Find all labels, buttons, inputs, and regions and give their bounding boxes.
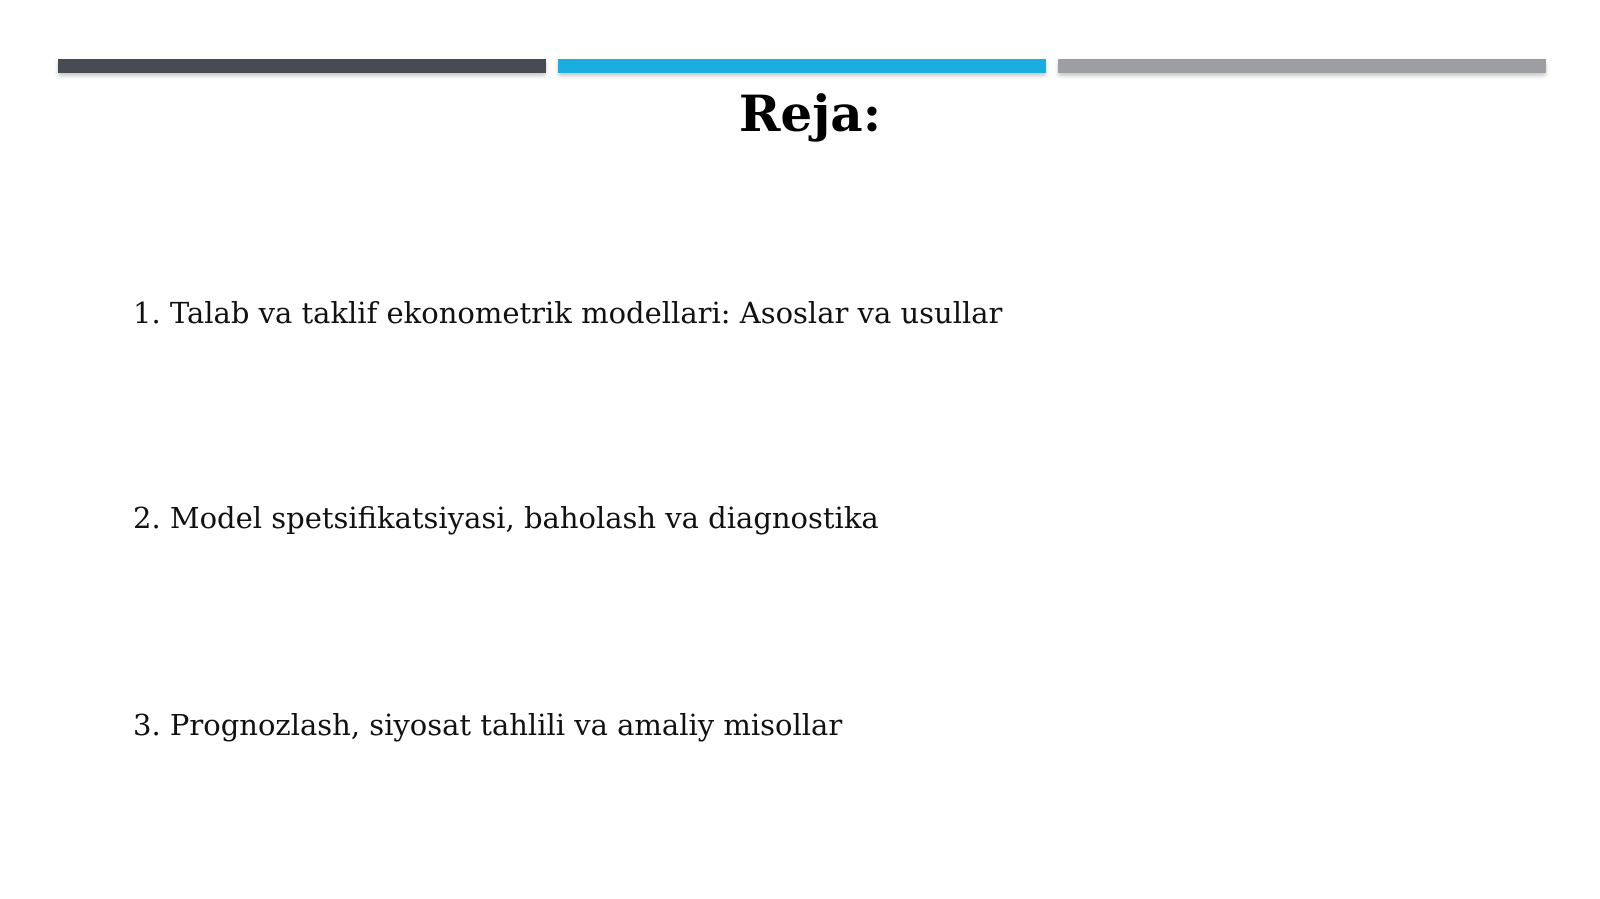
slide-title: Reja: <box>738 84 882 143</box>
agenda-item: 2. Model spetsifikatsiyasi, baholash va diagnostika <box>133 501 879 535</box>
agenda-item: 3. Prognozlash, siyosat tahlili va amaliy misollar <box>133 708 843 742</box>
agenda-item: 1. Talab va taklif ekonometrik modellari: Asoslar va usullar <box>133 296 1003 330</box>
header-bar-dark <box>58 59 546 73</box>
header-bar-gray <box>1058 59 1546 73</box>
header-bar-blue <box>558 59 1046 73</box>
